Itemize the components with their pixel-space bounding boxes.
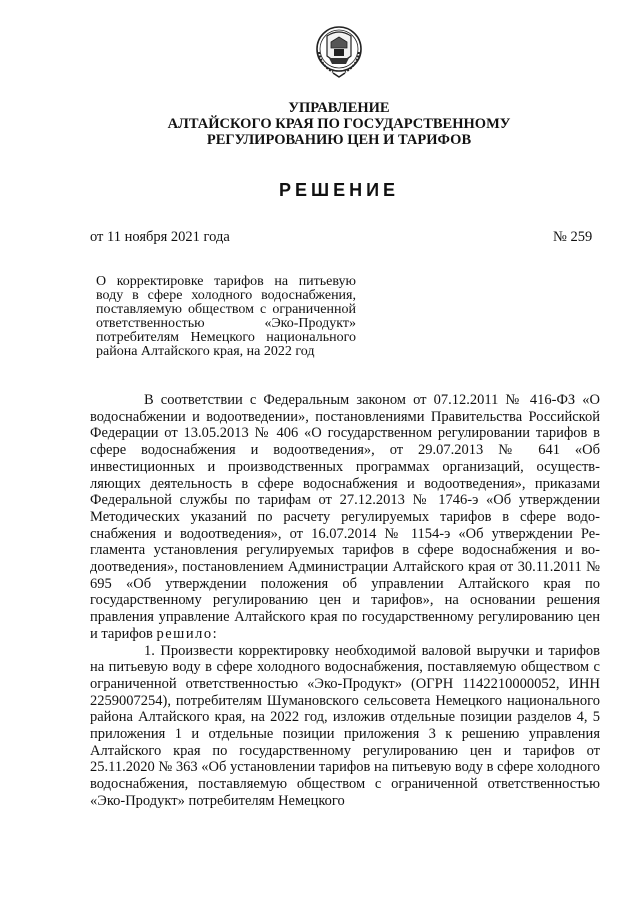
authority-line: РЕГУЛИРОВАНИЮ ЦЕН И ТАРИФОВ (206, 132, 472, 148)
document-date: от 11 ноября 2021 года (90, 229, 230, 245)
coat-of-arms-icon (313, 20, 365, 80)
document-title: РЕШЕНИЕ (278, 180, 400, 200)
authority-line: АЛТАЙСКОГО КРАЯ ПО ГОСУДАРСТВЕННОМУ (167, 116, 511, 132)
document-subject: О корректировке тарифов на питьевую воду в сфере холодного водоснабжения, поставляемую обществом с ограниченной ответственностью «Эко-Продукт» потребителям Немецкого национального района Алтайского края, на 2022 год (96, 274, 356, 359)
issuing-authority (0, 100, 640, 148)
point-1-paragraph: 1. Произвести корректировку необходимой валовой выручки и тарифов на питьевую воду в сфере холодного водоснабжения, поставляемую обществом с ограниченной ответственностью «Эко-Продукт» (ОГРН 1142210000052, ИНН 2259007254), потребителям Шумановского сельсовета Немецкого национального района Алтайского края, на 2022 год, изложив отдельные позиции разделов 4, 5 приложения 1 и отдельные позиции приложения 3 к решению управления Алтайского края по государственному регулированию цен и тарифов от 25.11.2020 № 363 «Об установлении тарифов на питьевую воду в сфере холодного водоснабжения, поставляемую обществом с ограниченной ответственностью «Эко-Продукт» потребителям Немецкого (90, 642, 600, 809)
decided-text: решило: (156, 625, 219, 642)
document-number: № 259 (553, 229, 593, 245)
preamble-text: В соответствии с Федеральным законом от 07.12.2011 № 416-ФЗ «О водоснабжении и водоотведении», постановлениями Правительства Российской Федерации от 13.05.2013 № 406 «О государственном регулировании тарифов в сфере водоснабжения и водоотведения», от 29.07.2013 № 641 «Об инвестиционных и производственных программах организаций, осуществляющих деятельность в сфере водоснабжения и водоотведения», приказами Федеральной службы по тарифам от 27.12.2013 № 1746-э «Об утверждении Методических указаний по расчету регулируемых тарифов в сфере водоснабжения и водоотведения», от 16.07.2014 № 1154-э «Об утверждении Регламента установления регулируемых тарифов в сфере водоснабжения и водоотведения», постановлением Администрации Алтайского края от 30.11.2011 № 695 «Об утверждении положения об управлении Алтайского края по государственному регулированию цен и тарифов», на основании решения правления управление Алтайского края по государственному регулированию цен и тарифов (90, 392, 600, 642)
preamble-paragraph (90, 392, 600, 643)
authority-line: УПРАВЛЕНИЕ (288, 100, 390, 116)
document-body (90, 392, 600, 810)
